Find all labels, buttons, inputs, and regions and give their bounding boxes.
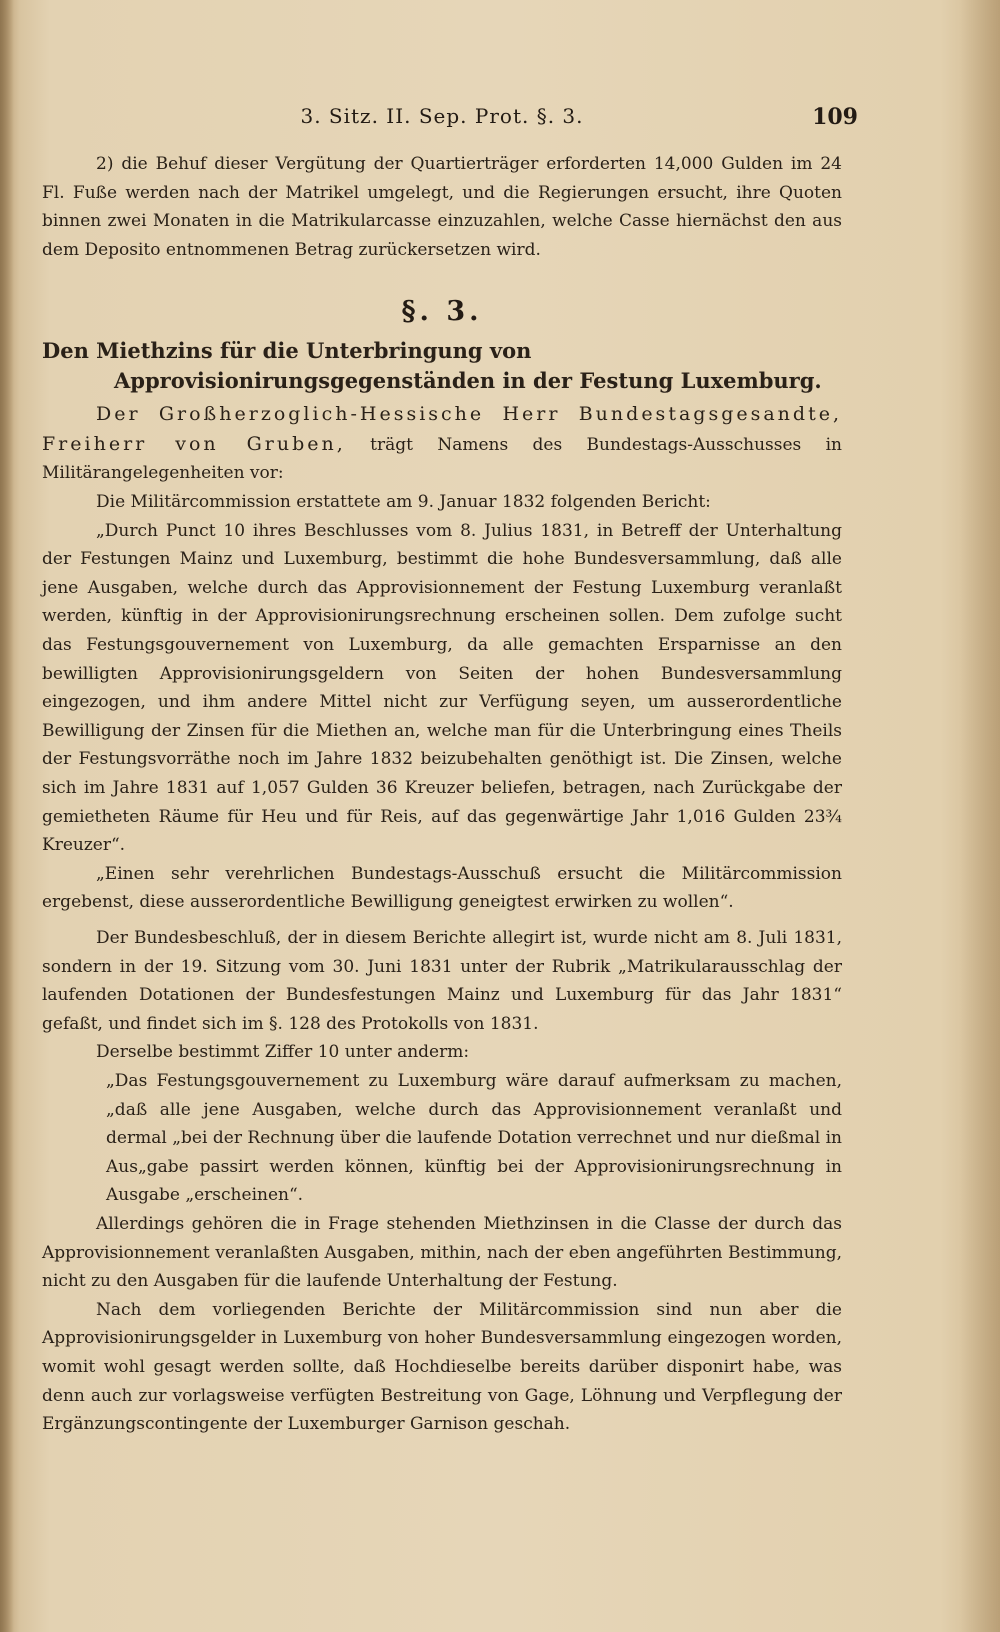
running-title: 3. Sitz. II. Sep. Prot. §. 3. [300,104,584,128]
intro-rest: trägt Namens des Bundestags-Ausschusses in Militärangelegenheiten vor: [42,434,842,484]
request-text: „Einen sehr verehrlichen Bundestags-Ausschuß ersucht die Militärcommission ergebenst, diese ausserordentliche Bewilligung geneigtest erwirken zu wollen“. [42,863,842,913]
envoy-name: Der Großherzoglich-Hessische Herr Bundestagsgesandte, Freiherr von Gruben, [42,403,842,455]
page-edge-shadow-left [0,0,14,1632]
text-column [42,0,858,1632]
section-heading: Den Miethzins für die Unterbringung von Approvisionirungsgegenständen in der Festung Luxemburg. [42,338,822,393]
section-number: §. 3. [401,296,483,327]
quote-text: „Das Festungsgouvernement zu Luxemburg wäre darauf aufmerksam zu machen, „daß alle jene Ausgaben, welche durch das Approvisionnement veranlaßt und dermal „bei der Rechnung über die laufende Dotation verrechnet und nur dießmal in Aus„gabe passirt werden können, künftig bei der Approvisionirungsrechnung in Ausgabe „erscheinen“. [106,1070,842,1206]
page-edge-shadow-right [960,0,1000,1632]
body-block [42,488,842,917]
section-intro-block [42,400,842,488]
beschluss-text: Der Bundesbeschluß, der in diesem Berichte allegirt ist, wurde nicht am 8. Juli 1831, sondern in der 19. Sitzung vom 30. Juni 1831 unter der Rubrik „Matrikularausschlag der laufenden Dotationen der Bundesfestungen Mainz und Luxemburg für das Jahr 1831“ gefaßt, und findet sich im §. 128 des Protokolls von 1831. [42,928,842,1034]
paragraph-vergütung [42,150,842,264]
section-heading-block [42,336,842,396]
derselbe-text: Derselbe bestimmt Ziffer 10 unter anderm: [96,1042,470,1063]
page-number: 109 [812,104,858,130]
nach-text: Nach dem vorliegenden Berichte der Militärcommission sind nun aber die Approvisionirungsgelder in Luxemburg von hoher Bundesversammlung eingezogen worden, womit wohl gesagt werden sollte, daß Hochdieselbe bereits darüber disponirt habe, was denn auch zur vorlagsweise verfügten Bestreitung von Gage, Löhnung und Verpflegung der Ergänzungscontingente der Luxemburger Garnison geschah. [42,1299,842,1435]
body-block-2 [42,924,842,1439]
running-header [42,104,858,134]
paragraph-text: 2) die Behuf dieser Vergütung der Quartierträger erforderten 14,000 Gulden im 24 Fl. Fuße werden nach der Matrikel umgelegt, und die Regierungen ersucht, ihre Quoten binnen zwei Monaten in die Matrikularcasse einzuzahlen, welche Casse hiernächst den aus dem Deposito entnommenen Betrag zurückersetzen wird. [42,154,842,260]
allerdings-text: Allerdings gehören die in Frage stehenden Miethzinsen in die Classe der durch das Approvisionnement veranlaßten Ausgaben, mithin, nach der eben angeführten Bestimmung, nicht zu den Ausgaben für die laufende Unterhaltung der Festung. [42,1213,842,1292]
report-text: „Durch Punct 10 ihres Beschlusses vom 8. Julius 1831, in Betreff der Unterhaltung der Festungen Mainz und Luxemburg, bestimmt die hohe Bundesversammlung, daß alle jene Ausgaben, welche durch das Approvisionnement der Festung Luxemburg veranlaßt werden, künftig in der Approvisionirungsrechnung erscheinen sollen. Dem zufolge sucht das Festungsgouvernement von Luxemburg, da alle gemachten Ersparnisse an den bewilligten Approvisionirungsgeldern von Seiten der hohen Bundesversammlung eingezogen, und ihm andere Mittel nicht zur Verfügung seyen, um ausserordentliche Bewilligung der Zinsen für die Miethen an, welche man für die Unterbringung eines Theils der Festungsvorräthe noch im Jahre 1832 beizubehalten genöthigt ist. Die Zinsen, welche sich im Jahre 1831 auf 1,057 Gulden 36 Kreuzer beliefen, betragen, nach Zurückgabe der gemietheten Räume für Heu und für Reis, auf das gegenwärtige Jahr 1,016 Gulden 23¾ Kreuzer“. [42,520,842,856]
report-intro: Die Militärcommission erstattete am 9. Januar 1832 folgenden Bericht: [96,492,711,512]
